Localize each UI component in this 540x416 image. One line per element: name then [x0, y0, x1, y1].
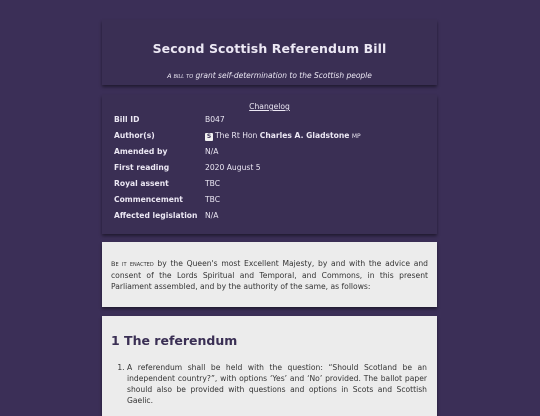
- meta-key: First reading: [114, 163, 170, 172]
- enacting-text: by the Queen's most Excellent Majesty, by and with the advice and consent of the Lords Spiritual and Temporal, and Commons, in this present Parliament assembled, and by the authority of the same, as follows:: [111, 259, 428, 291]
- subtitle-smallcaps: A bill to: [167, 72, 194, 80]
- meta-value: 2020 August 5: [205, 163, 261, 172]
- bill-subtitle: [102, 71, 437, 80]
- meta-row-amended-by: [114, 147, 427, 163]
- author-name[interactable]: Charles A. Gladstone: [259, 131, 350, 140]
- meta-value: N/A: [205, 147, 219, 156]
- author-value: [205, 131, 361, 141]
- meta-key: Affected legislation: [114, 211, 198, 220]
- author-suffix: MP: [351, 133, 361, 140]
- bill-metadata-card: [102, 95, 437, 234]
- meta-row-royal-assent: [114, 179, 427, 195]
- section-heading: 1 The referendum: [111, 333, 238, 348]
- meta-value: TBC: [205, 195, 221, 204]
- enacting-formula: [111, 258, 428, 292]
- meta-row-bill-id: [114, 115, 427, 131]
- meta-row-affected-legislation: [114, 211, 427, 227]
- meta-key: Amended by: [114, 147, 168, 156]
- party-badge-icon: S: [206, 133, 212, 140]
- section-clause-list: [127, 362, 427, 406]
- bill-title-card: [102, 20, 437, 85]
- meta-key: Author(s): [114, 131, 155, 140]
- bill-title: Second Scottish Referendum Bill: [152, 41, 387, 56]
- author-prefix: The Rt Hon: [215, 131, 258, 140]
- meta-row-first-reading: [114, 163, 427, 179]
- enacting-smallcaps: Be it enacted: [111, 260, 154, 268]
- clause-item: 1. A referendum shall be held with the question: “Should Scotland be an independent country?”, with options ‘Yes’ and ‘No’ provided. The ballot paper should also be provided with questions and options in Scots and Scottish Gaelic.: [127, 362, 427, 406]
- section-card: [102, 316, 437, 416]
- meta-value: N/A: [205, 211, 219, 220]
- meta-key: Commencement: [114, 195, 183, 204]
- meta-value: TBC: [205, 179, 221, 188]
- meta-key: Royal assent: [114, 179, 169, 188]
- meta-row-commencement: [114, 195, 427, 211]
- changelog-link[interactable]: Changelog: [249, 102, 290, 111]
- meta-key: Bill ID: [114, 115, 140, 124]
- enacting-formula-card: [102, 242, 437, 307]
- subtitle-text: grant self-determination to the Scottish people: [195, 71, 372, 80]
- meta-row-authors: [114, 131, 427, 147]
- meta-value: B047: [205, 115, 225, 124]
